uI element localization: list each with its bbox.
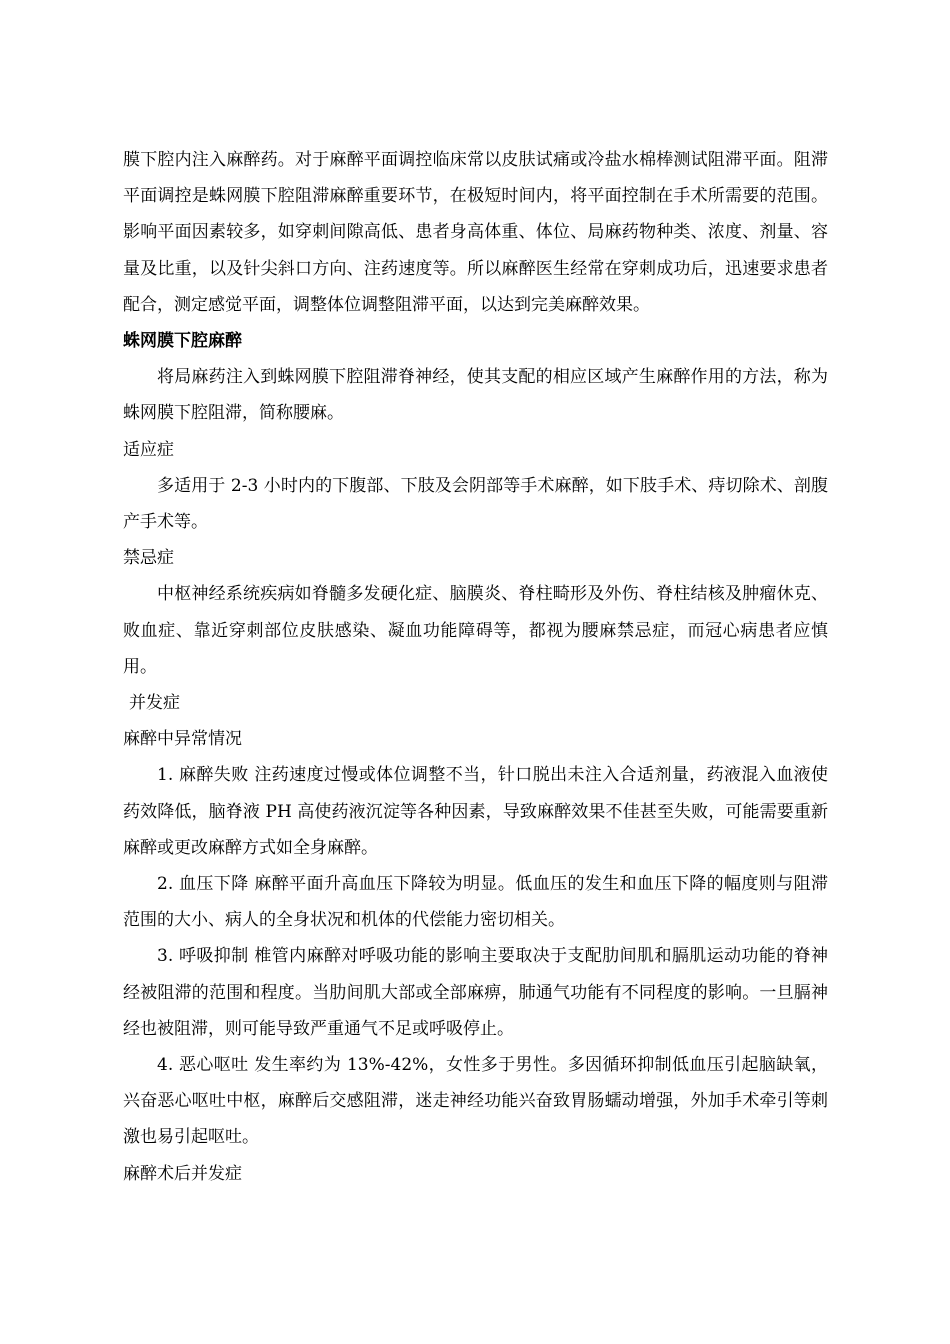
subheading-contraindications: 禁忌症 (123, 548, 174, 569)
section-heading-spinal-anesthesia: 蛛网膜下腔麻醉 (123, 331, 242, 352)
paragraph-spinal-definition: 将局麻药注入到蛛网膜下腔阻滞脊神经，使其支配的相应区域产生麻醉作用的方法，称为蛛网膜下腔阻滞，简称腰麻。 (123, 367, 828, 424)
paragraph-indications: 多适用于 2-3 小时内的下腹部、下肢及会阴部等手术麻醉，如下肢手术、痔切除术、剖腹产手术等。 (123, 475, 828, 533)
list-item-hypotension: 2. 血压下降 麻醉平面升高血压下降较为明显。低血压的发生和血压下降的幅度则与阻滞范围的大小、病人的全身状况和机体的代偿能力密切相关。 (123, 874, 828, 931)
document-body (123, 142, 828, 1192)
list-item-respiratory-depression: 3. 呼吸抑制 椎管内麻醉对呼吸功能的影响主要取决于支配肋间肌和膈肌运动功能的脊神经被阻滞的范围和程度。当肋间肌大部或全部麻痹，肺通气功能有不同程度的影响。一旦膈神经也被阻滞，则可能导致严重通气不足或呼吸停止。 (123, 946, 828, 1039)
subheading-postop-complications: 麻醉术后并发症 (123, 1163, 242, 1184)
paragraph-plane-control: 膜下腔内注入麻醉药。对于麻醉平面调控临床常以皮肤试痛或冷盐水棉棒测试阻滞平面。阻滞平面调控是蛛网膜下腔阻滞麻醉重要环节，在极短时间内，将平面控制在手术所需要的范围。影响平面因素较多，如穿刺间隙高低、患者身高体重、体位、局麻药物种类、浓度、剂量、容量及比重，以及针尖斜口方向、注药速度等。所以麻醉医生经常在穿刺成功后，迅速要求患者配合，测定感觉平面，调整体位调整阻滞平面，以达到完美麻醉效果。 (123, 150, 828, 315)
paragraph-contraindications: 中枢神经系统疾病如脊髓多发硬化症、脑膜炎、脊柱畸形及外伤、脊柱结核及肿瘤休克、败血症、靠近穿刺部位皮肤感染、凝血功能障碍等，都视为腰麻禁忌症，而冠心病患者应慎用。 (123, 584, 828, 677)
subheading-indications: 适应症 (123, 439, 174, 460)
list-item-nausea-vomiting: 4. 恶心呕吐 发生率约为 13%-42%，女性多于男性。多因循环抑制低血压引起脑缺氧，兴奋恶心呕吐中枢，麻醉后交感阻滞，迷走神经功能兴奋致胃肠蠕动增强，外加手术牵引等刺激也易引起呕吐。 (123, 1055, 828, 1148)
subheading-complications: 并发症 (129, 693, 180, 714)
list-item-anesthesia-failure: 1. 麻醉失败 注药速度过慢或体位调整不当，针口脱出未注入合适剂量，药液混入血液使药效降低，脑脊液 PH 高使药液沉淀等各种因素，导致麻醉效果不佳甚至失败，可能需要重新麻醉或更改麻醉方式如全身麻醉。 (123, 765, 828, 858)
subheading-intraop-abnormal: 麻醉中异常情况 (123, 729, 242, 750)
